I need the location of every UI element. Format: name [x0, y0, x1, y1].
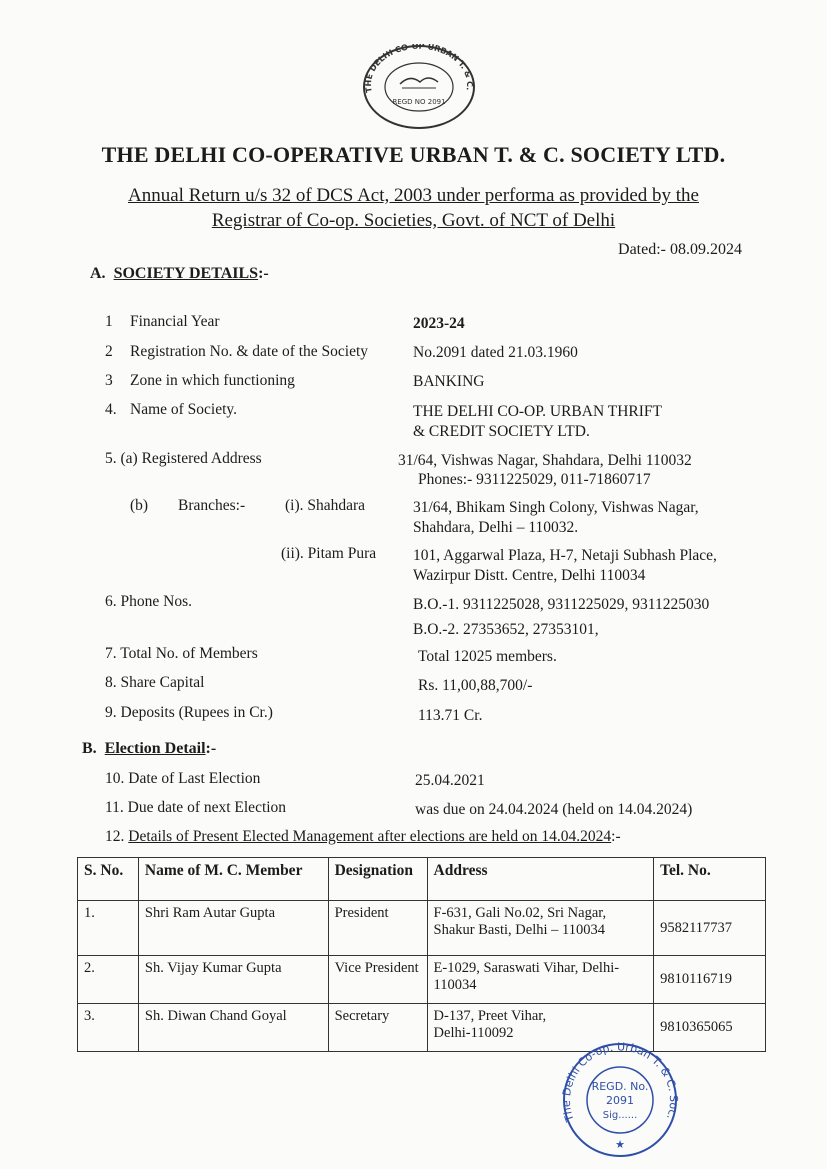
cell-designation: President — [328, 901, 427, 956]
section-b-prefix: B. — [82, 740, 97, 757]
row-5b-branches-label: Branches:- — [178, 497, 246, 514]
row-3-label: Zone in which functioning — [130, 372, 295, 389]
row-3-num: 3 — [105, 372, 113, 389]
branch-2-value-2: Wazirpur Distt. Centre, Delhi 110034 — [413, 567, 646, 584]
row-5b-letter: (b) — [130, 497, 149, 514]
address-line-1: E-1029, Saraswati Vihar, Delhi- — [433, 960, 620, 976]
row-2-label: Registration No. & date of the Society — [130, 343, 369, 360]
row-7-value: Total 12025 members. — [418, 648, 557, 665]
row-8-label: 8. Share Capital — [105, 674, 205, 691]
header-designation: Designation — [328, 858, 427, 901]
seal-top-ring-text: THE DELHI CO-OP URBAN T. & C. — [363, 44, 475, 94]
row-2-value: No.2091 dated 21.03.1960 — [413, 344, 578, 361]
row-9-value: 113.71 Cr. — [418, 707, 483, 724]
address-line-2: 110034 — [433, 977, 477, 993]
subtitle-line-2: Registrar of Co-op. Societies, Govt. of NCT of Delhi — [211, 210, 616, 231]
stamp-ring-text: The Delhi Co-op. Urban T. & C. Soc. — [560, 1040, 680, 1124]
row-4-value-1: THE DELHI CO-OP. URBAN THRIFT — [413, 403, 663, 420]
cell-name: Sh. Diwan Chand Goyal — [138, 1004, 328, 1052]
address-line-1: F-631, Gali No.02, Sri Nagar, — [433, 905, 607, 921]
svg-text:THE DELHI CO-OP URBAN T. & C. — [362, 44, 474, 94]
row-10-value: 25.04.2021 — [415, 772, 485, 789]
section-a-prefix: A. — [90, 265, 106, 282]
row-5-label: 5. (a) Registered Address — [105, 450, 262, 467]
row-6-value-1: B.O.-1. 9311225028, 9311225029, 9311225030 — [413, 596, 710, 613]
row-6-label: 6. Phone Nos. — [105, 593, 192, 610]
row-11-label: 11. Due date of next Election — [105, 799, 287, 816]
cell-name: Shri Ram Autar Gupta — [138, 901, 328, 956]
row-5-value-1: 31/64, Vishwas Nagar, Shahdara, Delhi 110032 — [398, 452, 692, 469]
management-table — [77, 857, 766, 1052]
cell-sno: 3. — [78, 1004, 139, 1052]
subtitle-line-1: Annual Return u/s 32 of DCS Act, 2003 under performa as provided by the — [128, 185, 699, 206]
cell-designation: Vice President — [328, 956, 427, 1004]
cell-name: Sh. Vijay Kumar Gupta — [138, 956, 328, 1004]
row-12-suffix: :- — [611, 828, 621, 845]
row-2-num: 2 — [105, 343, 113, 360]
stamp-center-line-3: Sig...... — [602, 1110, 638, 1121]
row-3-value: BANKING — [413, 373, 485, 390]
section-b-suffix: :- — [205, 740, 217, 757]
row-9-label: 9. Deposits (Rupees in Cr.) — [105, 704, 273, 721]
branch-2-value-1: 101, Aggarwal Plaza, H-7, Netaji Subhash Place, — [413, 547, 717, 564]
cell-designation: Secretary — [328, 1004, 427, 1052]
stamp-center-line-2: 2091 — [606, 1094, 634, 1107]
cell-address — [427, 956, 654, 1004]
address-line-2: Delhi-110092 — [433, 1025, 514, 1041]
branch-1-value-2: Shahdara, Delhi – 110032. — [413, 519, 579, 536]
society-seal-top — [362, 44, 476, 130]
header-address: Address — [427, 858, 654, 901]
table-row — [78, 901, 766, 956]
star-icon: ★ — [615, 1138, 625, 1151]
row-8-value: Rs. 11,00,88,700/- — [418, 677, 533, 694]
section-b-heading — [82, 740, 216, 758]
row-7-label: 7. Total No. of Members — [105, 645, 258, 662]
document-title: THE DELHI CO-OPERATIVE URBAN T. & C. SOCIETY LTD. — [101, 142, 726, 167]
branch-1-label: (i). Shahdara — [285, 497, 366, 514]
row-4-num: 4. — [105, 401, 117, 418]
row-6-value-2: B.O.-2. 27353652, 27353101, — [413, 621, 599, 638]
branch-1-value-1: 31/64, Bhikam Singh Colony, Vishwas Nagar, — [413, 499, 699, 516]
row-11-value: was due on 24.04.2024 (held on 14.04.2024) — [415, 801, 693, 818]
row-4-value-2: & CREDIT SOCIETY LTD. — [413, 423, 590, 440]
row-5-value-2: Phones:- 9311225029, 011-71860717 — [418, 471, 651, 488]
stamp-center-line-1: REGD. No. — [591, 1080, 649, 1093]
address-line-2: Shakur Basti, Delhi – 110034 — [433, 922, 605, 938]
cell-sno: 1. — [78, 901, 139, 956]
cell-sno: 2. — [78, 956, 139, 1004]
header-name: Name of M. C. Member — [138, 858, 328, 901]
header-sno: S. No. — [78, 858, 139, 901]
row-12-label: Details of Present Elected Management after elections are held on 14.04.2024 — [128, 828, 612, 845]
row-4-label: Name of Society. — [130, 401, 238, 418]
header-tel: Tel. No. — [654, 858, 766, 901]
row-1-value: 2023-24 — [413, 315, 465, 332]
seal-top-center-text: REGD NO 2091 — [392, 98, 446, 106]
row-12-heading — [105, 828, 621, 846]
row-1-num: 1 — [105, 313, 113, 330]
section-a-suffix: :- — [258, 265, 269, 282]
row-1-label: Financial Year — [130, 313, 220, 330]
row-12-num: 12. — [105, 828, 125, 845]
branch-2-label: (ii). Pitam Pura — [281, 545, 377, 562]
cell-tel: 9582117737 — [654, 901, 766, 956]
table-row — [78, 956, 766, 1004]
section-b-label: Election Detail — [104, 740, 206, 757]
table-header-row — [78, 858, 766, 901]
cell-address — [427, 901, 654, 956]
dated: Dated:- 08.09.2024 — [618, 241, 742, 258]
section-a-heading — [90, 265, 269, 283]
section-a-label: SOCIETY DETAILS — [113, 265, 259, 282]
cell-tel: 9810116719 — [654, 956, 766, 1004]
society-stamp-bottom — [560, 1040, 680, 1160]
row-10-label: 10. Date of Last Election — [105, 770, 261, 787]
address-line-1: D-137, Preet Vihar, — [433, 1008, 547, 1024]
cell-tel: 9810365065 — [654, 1004, 766, 1052]
